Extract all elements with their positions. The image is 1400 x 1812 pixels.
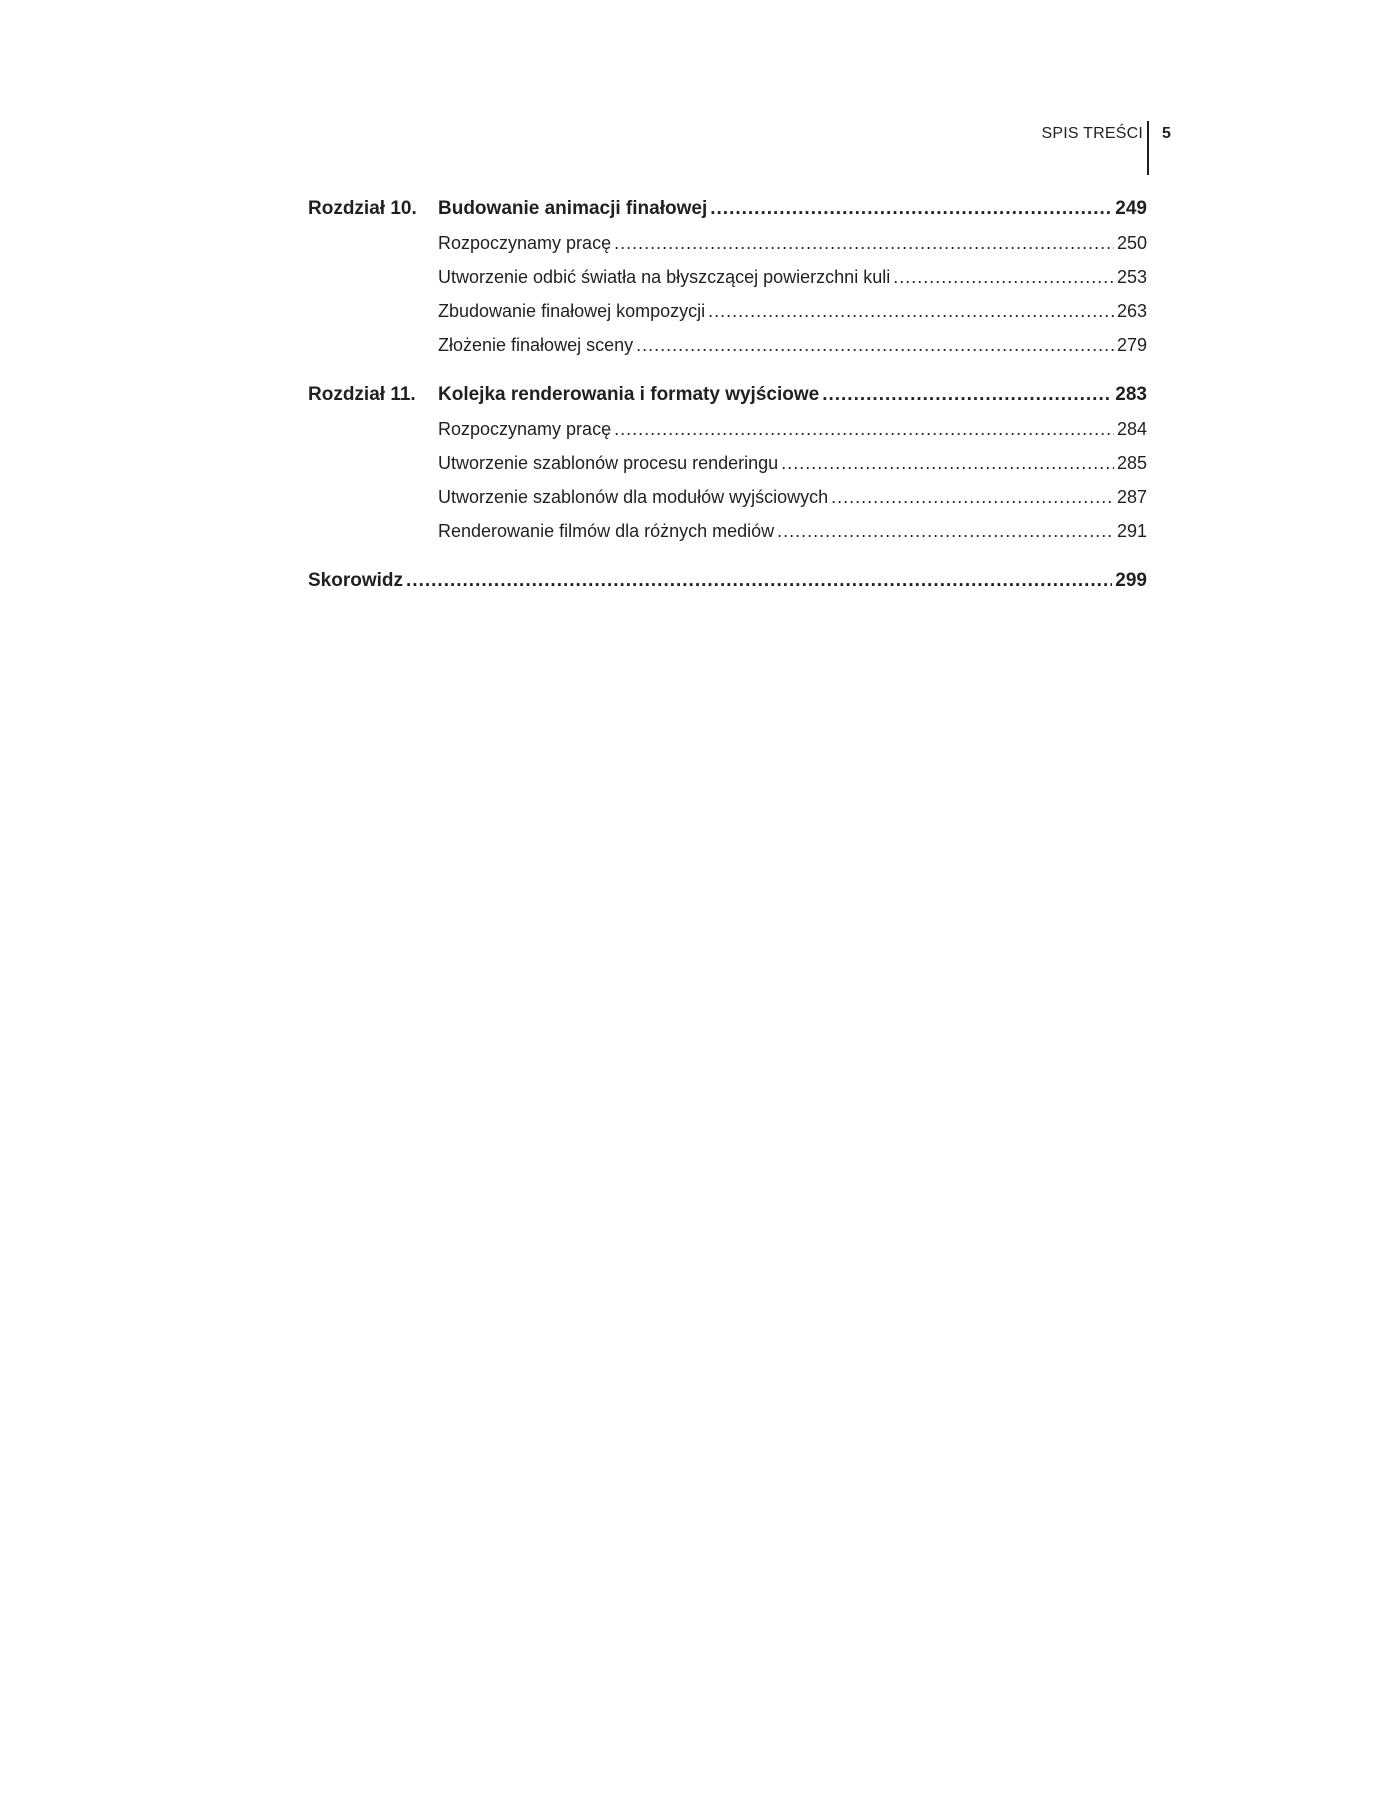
section-title: Utworzenie odbić światła na błyszczącej powierzchni kuli	[438, 267, 891, 287]
chapter-11	[308, 378, 1147, 548]
section-title: Złożenie finałowej sceny	[438, 335, 634, 355]
chapter-title: Budowanie animacji finałowej	[438, 198, 708, 219]
running-head-title: SPIS TREŚCI	[1041, 125, 1143, 142]
section-title: Utworzenie szablonów procesu renderingu	[438, 453, 779, 473]
dot-leader	[636, 328, 1114, 362]
dot-leader	[406, 564, 1112, 598]
index-title: Skorowidz	[308, 570, 404, 591]
dot-leader	[614, 412, 1114, 446]
index-page: 299	[1115, 570, 1147, 591]
table-of-contents	[308, 192, 1147, 598]
toc-section-row[interactable]	[308, 446, 1147, 480]
toc-section-row[interactable]	[308, 328, 1147, 362]
dot-leader	[777, 514, 1114, 548]
toc-section-row[interactable]	[308, 514, 1147, 548]
dot-leader	[822, 378, 1112, 412]
dot-leader	[708, 294, 1114, 328]
section-title: Zbudowanie finałowej kompozycji	[438, 301, 706, 321]
chapter-title: Kolejka renderowania i formaty wyjściowe	[438, 384, 820, 405]
toc-section-row[interactable]	[308, 412, 1147, 446]
toc-section-row[interactable]	[308, 226, 1147, 260]
running-head-divider	[1147, 121, 1149, 175]
section-page: 287	[1116, 487, 1147, 507]
dot-leader	[781, 446, 1114, 480]
dot-leader	[710, 192, 1112, 226]
dot-leader	[893, 260, 1114, 294]
toc-chapter-row[interactable]	[308, 378, 1147, 412]
toc-index-row[interactable]	[308, 564, 1147, 598]
chapter-page: 283	[1115, 384, 1147, 405]
section-title: Rozpoczynamy pracę	[438, 233, 612, 253]
section-page: 285	[1116, 453, 1147, 473]
dot-leader	[614, 226, 1114, 260]
section-page: 284	[1116, 419, 1147, 439]
toc-section-row[interactable]	[308, 260, 1147, 294]
section-page: 291	[1116, 521, 1147, 541]
chapter-label: Rozdział 10.	[308, 198, 417, 219]
section-page: 263	[1116, 301, 1147, 321]
toc-section-row[interactable]	[308, 480, 1147, 514]
section-page: 250	[1116, 233, 1147, 253]
running-head	[1000, 121, 1185, 177]
chapter-page: 249	[1115, 198, 1147, 219]
section-title: Renderowanie filmów dla różnych mediów	[438, 521, 775, 541]
section-page: 253	[1116, 267, 1147, 287]
section-title: Utworzenie szablonów dla modułów wyjściowych	[438, 487, 829, 507]
section-title: Rozpoczynamy pracę	[438, 419, 612, 439]
chapter-label: Rozdział 11.	[308, 384, 416, 405]
dot-leader	[831, 480, 1114, 514]
page-number: 5	[1162, 125, 1171, 142]
toc-chapter-row[interactable]	[308, 192, 1147, 226]
toc-section-row[interactable]	[308, 294, 1147, 328]
section-page: 279	[1116, 335, 1147, 355]
chapter-10	[308, 192, 1147, 362]
